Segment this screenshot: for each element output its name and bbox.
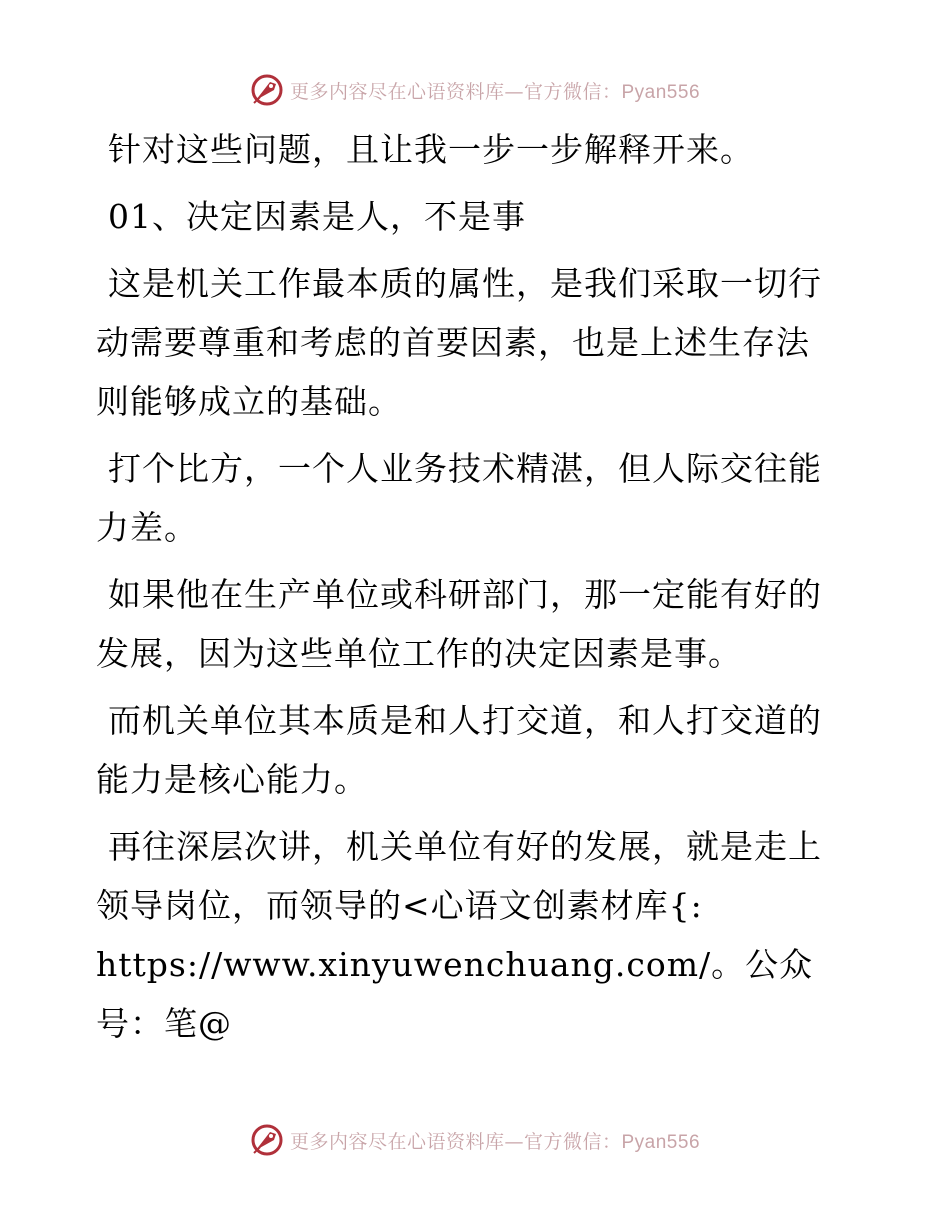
paragraph-url-line: https://www.xinyuwenchuang.com/。公众号：笔@ (96, 945, 814, 1043)
header-wechat-label: 官方微信： (523, 80, 622, 103)
pen-nib-logo-icon (250, 73, 284, 107)
paragraph: 再往深层次讲，机关单位有好的发展，就是走上领导岗位，而领导的<心语文创素材库{: (96, 827, 822, 925)
footer-wechat-id: Pyan556 (621, 1131, 701, 1153)
footer-wechat-label: 官方微信： (523, 1130, 622, 1153)
footer-separator: — (504, 1130, 524, 1153)
footer-site-text: 更多内容尽在心语资料库 (289, 1130, 505, 1153)
header-wechat-id: Pyan556 (621, 81, 701, 103)
paragraph: 而机关单位其本质是和人打交道，和人打交道的能力是核心能力。 (96, 701, 822, 799)
header-watermark-text (290, 77, 700, 104)
paragraph-intro: 针对这些问题，且让我一步一步解释开来。 (108, 130, 754, 169)
header-separator: — (504, 80, 524, 103)
footer-watermark-text (290, 1127, 700, 1154)
section-heading: 01、决定因素是人，不是事 (108, 197, 526, 236)
header-watermark (0, 70, 950, 110)
article-body (96, 120, 836, 1061)
footer-watermark (0, 1120, 950, 1160)
paragraph: 如果他在生产单位或科研部门，那一定能有好的发展，因为这些单位工作的决定因素是事。 (96, 575, 822, 673)
paragraph: 打个比方，一个人业务技术精湛，但人际交往能力差。 (96, 449, 822, 547)
header-site-text: 更多内容尽在心语资料库 (289, 80, 505, 103)
paragraph: 这是机关工作最本质的属性，是我们采取一切行动需要尊重和考虑的首要因素，也是上述生存法则能够成立的基础。 (96, 264, 822, 421)
pen-nib-logo-icon (250, 1123, 284, 1157)
